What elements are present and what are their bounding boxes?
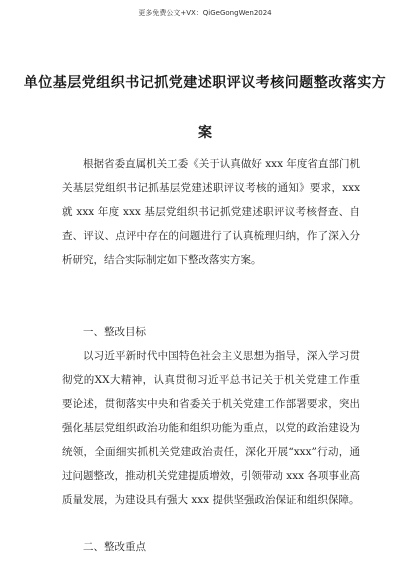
document-title: 单位基层党组织书记抓党建述职评议考核问题整改落实方 [23, 75, 387, 91]
goals-paragraph: 以习近平新时代中国特色社会主义思想为指导，深入学习贯彻党的XX大精神，认真贯彻习近平总书记关于机关党建工作重要论述，贯彻落实中央和省委关于机关党建工作部署要求，突出强化基层党组织政治功能和组织功能为重点，以党的政治建设为统领，全面细实抓机关党建政治责任，深化开展“xxx”行动，通过问题整改，推动机关党建提质增效，引领带动 xxx 各项事业高质量发展，为建设具有强大 xxx 提供坚强政治保证和组织保障。 [62, 350, 360, 506]
section-heading-focus: 二、整改重点 [83, 541, 146, 553]
section-heading-goals: 一、整改目标 [83, 326, 146, 338]
page-header-watermark: 更多免费公文+VX：QiGeGongWen2024 [138, 9, 272, 17]
document-title-continued: 案 [198, 125, 212, 141]
intro-paragraph: 根据省委直属机关工委《关于认真做好 xxx 年度省直部门机关基层党组织书记抓基层党建述职评议考核的通知》要求，xxx 就 xxx 年度 xxx 基层党组织书记抓党建述职评议考核督查、自查、评议、点评中存在的问题进行了认真梳理归纳，作了深入分析研究，结合实际制定如下整改落实方案。 [62, 158, 360, 266]
